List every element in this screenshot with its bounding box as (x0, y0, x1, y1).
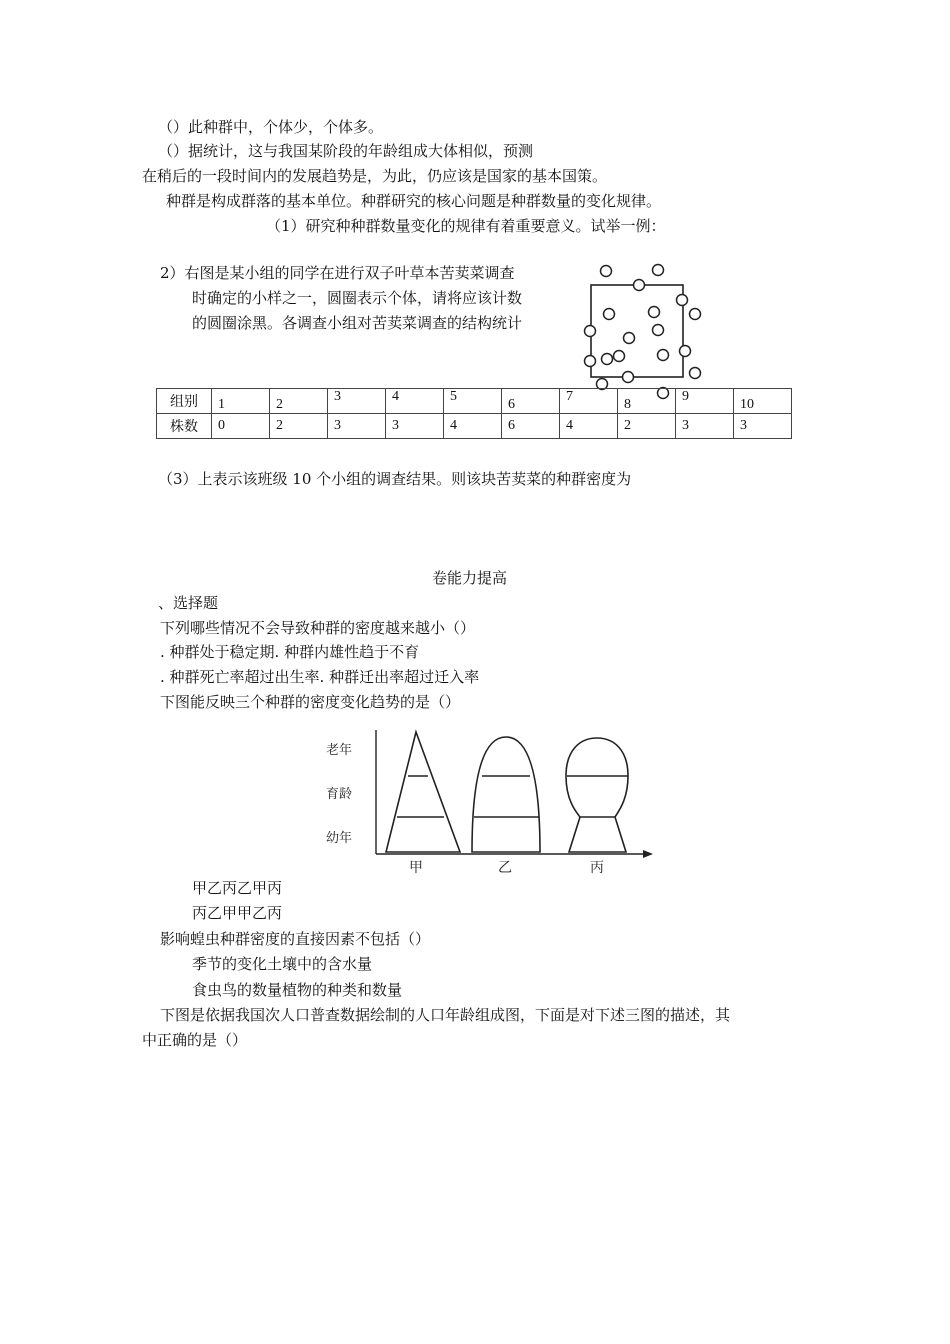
text-line-11: 、选择题 (158, 594, 219, 612)
age-structure-figure (310, 720, 660, 880)
individual-circle (680, 346, 691, 357)
text-line-15: 下图能反映三个种群的密度变化趋势的是（） (160, 693, 461, 711)
table-cell: 1 (212, 389, 270, 414)
individual-circle (604, 309, 615, 320)
y-label-reproductive: 育龄 (326, 787, 353, 802)
table-row (157, 389, 792, 414)
text-line-2: （）据统计，这与我国某阶段的年龄组成大体相似，预测 (158, 142, 534, 160)
table-cell: 4 (386, 389, 444, 414)
survey-table (156, 388, 792, 439)
table-cell: 9 (676, 389, 734, 414)
text-line-5: （1）研究种种群数量变化的规律有着重要意义。试举一例： (266, 217, 666, 235)
individual-circle (658, 350, 669, 361)
text-line-17: 丙乙甲甲乙丙 (192, 904, 283, 922)
y-label-old: 老年 (326, 743, 353, 758)
individual-circle (649, 307, 660, 318)
table-header-cell: 株数 (157, 414, 212, 439)
text-line-1: （）此种群中，个体少，个体多。 (158, 118, 384, 136)
pyramid-yi (472, 737, 540, 852)
text-line-22: 中正确的是（） (142, 1031, 248, 1049)
x-axis-arrow (643, 850, 653, 858)
table-cell: 4 (560, 414, 618, 439)
table-row (157, 414, 792, 439)
text-line-19: 季节的变化土壤中的含水量 (192, 955, 373, 973)
individual-circle (677, 295, 688, 306)
text-line-12: 下列哪些情况不会导致种群的密度越来越小（） (160, 619, 476, 637)
table-cell: 2 (270, 389, 328, 414)
quadrat-figure (578, 258, 712, 402)
table-cell: 6 (502, 389, 560, 414)
text-line-9: （3）上表示该班级 10 个小组的调查结果。则该块苦荬菜的种群密度为 (158, 470, 632, 488)
table-cell: 0 (212, 414, 270, 439)
text-line-14: . 种群死亡率超过出生率. 种群迁出率超过迁入率 (160, 668, 480, 686)
table-cell: 3 (734, 414, 792, 439)
table-cell: 2 (618, 414, 676, 439)
individual-circle (614, 351, 625, 362)
text-line-7: 时确定的小样之一，圆圈表示个体，请将应该计数 (192, 289, 523, 307)
individual-circle (624, 333, 635, 344)
individual-circle (653, 265, 664, 276)
x-label-jia: 甲 (409, 860, 423, 876)
text-line-20: 食虫鸟的数量植物的种类和数量 (192, 981, 403, 999)
individual-circle (634, 280, 645, 291)
text-line-8: 的圆圈涂黑。各调查小组对苦荬菜调查的结构统计 (192, 314, 523, 332)
text-line-13: . 种群处于稳定期. 种群内雄性趋于不育 (160, 643, 420, 661)
individual-circle (585, 326, 596, 337)
individual-circle (585, 356, 596, 367)
individual-circle (601, 266, 612, 277)
text-line-21: 下图是依据我国次人口普查数据绘制的人口年龄组成图，下面是对下述三图的描述，其 (160, 1006, 731, 1024)
table-cell: 10 (734, 389, 792, 414)
individual-circle (602, 354, 613, 365)
text-line-4: 种群是构成群落的基本单位。种群研究的核心问题是种群数量的变化规律。 (166, 192, 662, 210)
table-cell: 6 (502, 414, 560, 439)
individual-circle (690, 368, 701, 379)
y-label-young: 幼年 (326, 831, 353, 846)
text-line-3: 在稍后的一段时间内的发展趋势是，为此，仍应该是国家的基本国策。 (142, 167, 608, 185)
individual-circle (690, 309, 701, 320)
table-cell: 2 (270, 414, 328, 439)
text-line-16: 甲乙丙乙甲丙 (192, 879, 283, 897)
section-title: 卷能力提高 (432, 569, 508, 587)
table-header-cell: 组别 (157, 389, 212, 414)
pyramid-bing (566, 738, 628, 852)
table-cell: 3 (386, 414, 444, 439)
table-cell: 8 (618, 389, 676, 414)
pyramid-jia (386, 732, 460, 852)
text-line-18: 影响蝗虫种群密度的直接因素不包括（） (160, 930, 431, 948)
x-label-yi: 乙 (498, 860, 512, 876)
text-line-6: 2）右图是某小组的同学在进行双子叶草本苦荬菜调查 (160, 264, 515, 282)
table-cell: 7 (560, 389, 618, 414)
table-cell: 3 (328, 389, 386, 414)
table-cell: 4 (444, 414, 502, 439)
individual-circle (653, 325, 664, 336)
table-cell: 3 (328, 414, 386, 439)
table-cell: 5 (444, 389, 502, 414)
x-label-bing: 丙 (590, 860, 604, 876)
individual-circle (623, 372, 634, 383)
table-cell: 3 (676, 414, 734, 439)
